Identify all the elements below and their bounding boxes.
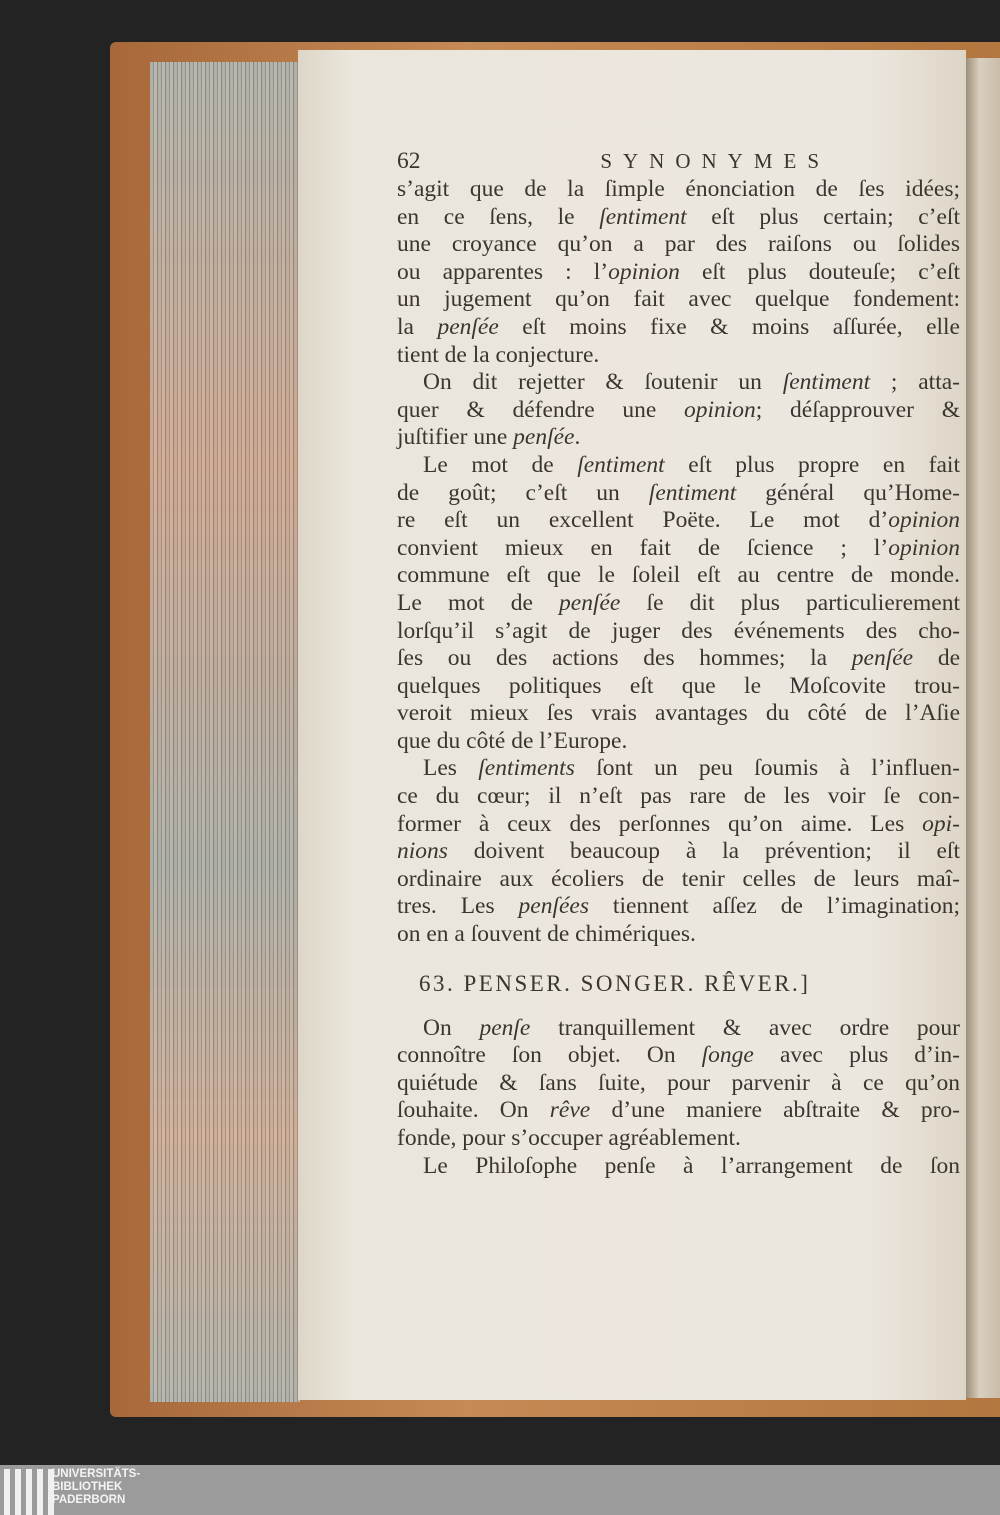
text-run: Le mot de [397,589,560,616]
italic-term: penſée [851,645,914,672]
text-run: lorſqu’il s’agit de juger des événements des cho- [397,617,960,644]
italic-term: opinion [888,534,960,561]
text-run: d’une maniere abſtraite & pro- [590,1097,960,1124]
text-line [397,1070,960,1098]
logo-line: BIBLIOTHEK [52,1481,123,1493]
text-run: avec plus d’in- [753,1042,960,1069]
text-line [397,700,960,728]
italic-term: penſées [518,893,590,920]
italic-term: rêve [549,1097,591,1124]
text-run: une croyance qu’on a par des raiſons ou ſolides [397,231,960,258]
text-line [397,480,960,508]
text-line [397,452,960,480]
text-line [397,342,960,370]
text-line [397,755,960,783]
text-line [397,645,960,673]
text-line [397,783,960,811]
italic-term: penſée [559,589,621,616]
page-text [397,146,960,1180]
facing-page-edge [966,58,1000,1398]
logo-line: UNIVERSITÄTS- [52,1468,141,1480]
paragraph [397,1153,960,1181]
text-line [397,728,960,756]
text-run: quer & défendre une [397,396,684,423]
text-run: Le Philoſophe penſe à l’arrangement de ſon [423,1152,960,1179]
text-run: ou apparentes : l’ [397,258,609,285]
text-run: s’agit que de la ſimple énonciation de ſes idées; [397,176,960,202]
paragraph [397,1015,960,1153]
text-line [397,259,960,287]
italic-term: ſentiment [599,203,687,230]
text-line [397,562,960,590]
text-run: connoître ſon objet. On [397,1042,702,1069]
text-run: tranquillement & avec ordre pour [530,1014,960,1041]
text-run: ordinaire aux écoliers de tenir celles de leurs maî- [397,865,960,892]
text-run: ſes ou des actions des hommes; la [397,645,852,672]
text-run: ſont un peu ſoumis à l’influen- [574,755,960,782]
body-text-part-2 [397,1015,960,1181]
text-line [397,811,960,839]
text-run: former à ceux des perſonnes qu’on aime. Les [397,810,923,837]
italic-term: penſée [437,313,499,340]
text-run: de [913,645,960,672]
text-line [397,590,960,618]
text-run: tient de la conjecture. [397,341,600,368]
text-line [397,1125,960,1153]
text-line [397,673,960,701]
text-line [397,618,960,646]
text-run: ; atta- [870,369,960,396]
text-run: quelques politiques eſt que le Moſcovite trou- [397,672,960,699]
text-run: la [397,313,438,340]
page-number: 62 [397,148,421,174]
text-run: On dit rejetter & ſoutenir un [423,369,783,396]
paragraph [397,369,960,452]
text-run: convient mieux en fait de ſcience ; l’ [397,534,889,561]
italic-term: ſentiment [782,369,871,396]
text-run: un jugement qu’on fait avec quelque fondement: [397,286,960,313]
text-run: . [574,424,581,451]
text-run: tres. Les [397,893,519,920]
italic-term: nions [397,838,448,865]
library-logo-icon [4,1469,54,1515]
text-run: eſt plus propre en fait [664,451,960,478]
running-header [397,146,960,176]
text-line [397,893,960,921]
paragraph [397,755,960,948]
running-title: SYNONYMES [600,149,830,173]
text-run: doivent beaucoup à la prévention; il eſt [447,838,960,865]
text-run: quiétude & ſans ſuite, pour parvenir à ce qu’on [397,1069,960,1096]
italic-term: ſonge [701,1042,754,1069]
text-run: ; déſapprouver & [755,396,960,423]
italic-term: opinion [608,258,680,285]
text-run: ce du cœur; il n’eſt pas rare de les voir ſe con- [397,783,960,810]
italic-term: ſentiment [648,479,737,506]
logo-line: PADERBORN [52,1494,126,1506]
text-run: Le mot de [423,451,578,478]
library-footer [0,1465,1000,1515]
text-run: eſt plus douteuſe; c’eſt [679,258,960,285]
text-line [397,424,960,452]
text-line [397,1097,960,1125]
text-run: on en a ſouvent de chimériques. [397,921,696,948]
text-run: Les [423,755,479,782]
text-line [397,507,960,535]
text-line [397,314,960,342]
text-line [397,921,960,949]
text-run: veroit mieux ſes vrais avantages du côté de l’Aſie [397,700,960,727]
text-line [397,535,960,563]
text-line [397,866,960,894]
text-line [397,369,960,397]
text-run: de goût; c’eſt un [397,479,649,506]
text-line [397,231,960,259]
text-run: On [423,1014,480,1041]
text-run: général qu’Home- [736,479,961,506]
text-run: que du côté de l’Europe. [397,727,628,754]
text-line [397,838,960,866]
text-run: en ce ſens, le [397,203,600,230]
text-line [397,1153,960,1181]
paragraph [397,452,960,756]
text-line [397,397,960,425]
section-heading: 63. PENSER. SONGER. RÊVER.] [419,970,811,996]
italic-term: opinion [683,396,756,423]
italic-term: ſentiments [478,755,575,782]
text-run: ſe dit plus particulierement [620,589,960,616]
text-run: commune eſt que le ſoleil eſt au centre de monde. [397,562,960,589]
italic-term: opi- [922,810,960,837]
paragraph [397,176,960,369]
text-line [397,1042,960,1070]
text-line [397,204,960,232]
italic-term: ſentiment [577,451,665,478]
text-run: eſt moins fixe & moins aſſurée, elle [498,313,960,340]
italic-term: penſe [479,1014,531,1041]
text-run: tiennent aſſez de l’imagination; [589,893,960,920]
text-run: eſt plus certain; c’eſt [686,203,960,230]
text-run: re eſt un excellent Poëte. Le mot d’ [397,507,889,534]
page-edges [150,62,300,1402]
text-run: fonde, pour s’occuper agréablement. [397,1125,741,1151]
text-line [397,1015,960,1043]
italic-term: penſée [513,424,575,451]
italic-term: opinion [888,507,960,534]
library-logo-text [52,1468,140,1507]
body-text-part-1 [397,176,960,949]
text-run: ſouhaite. On [397,1097,550,1124]
text-line [397,286,960,314]
text-line [397,176,960,204]
text-run: juſtifier une [397,424,514,451]
